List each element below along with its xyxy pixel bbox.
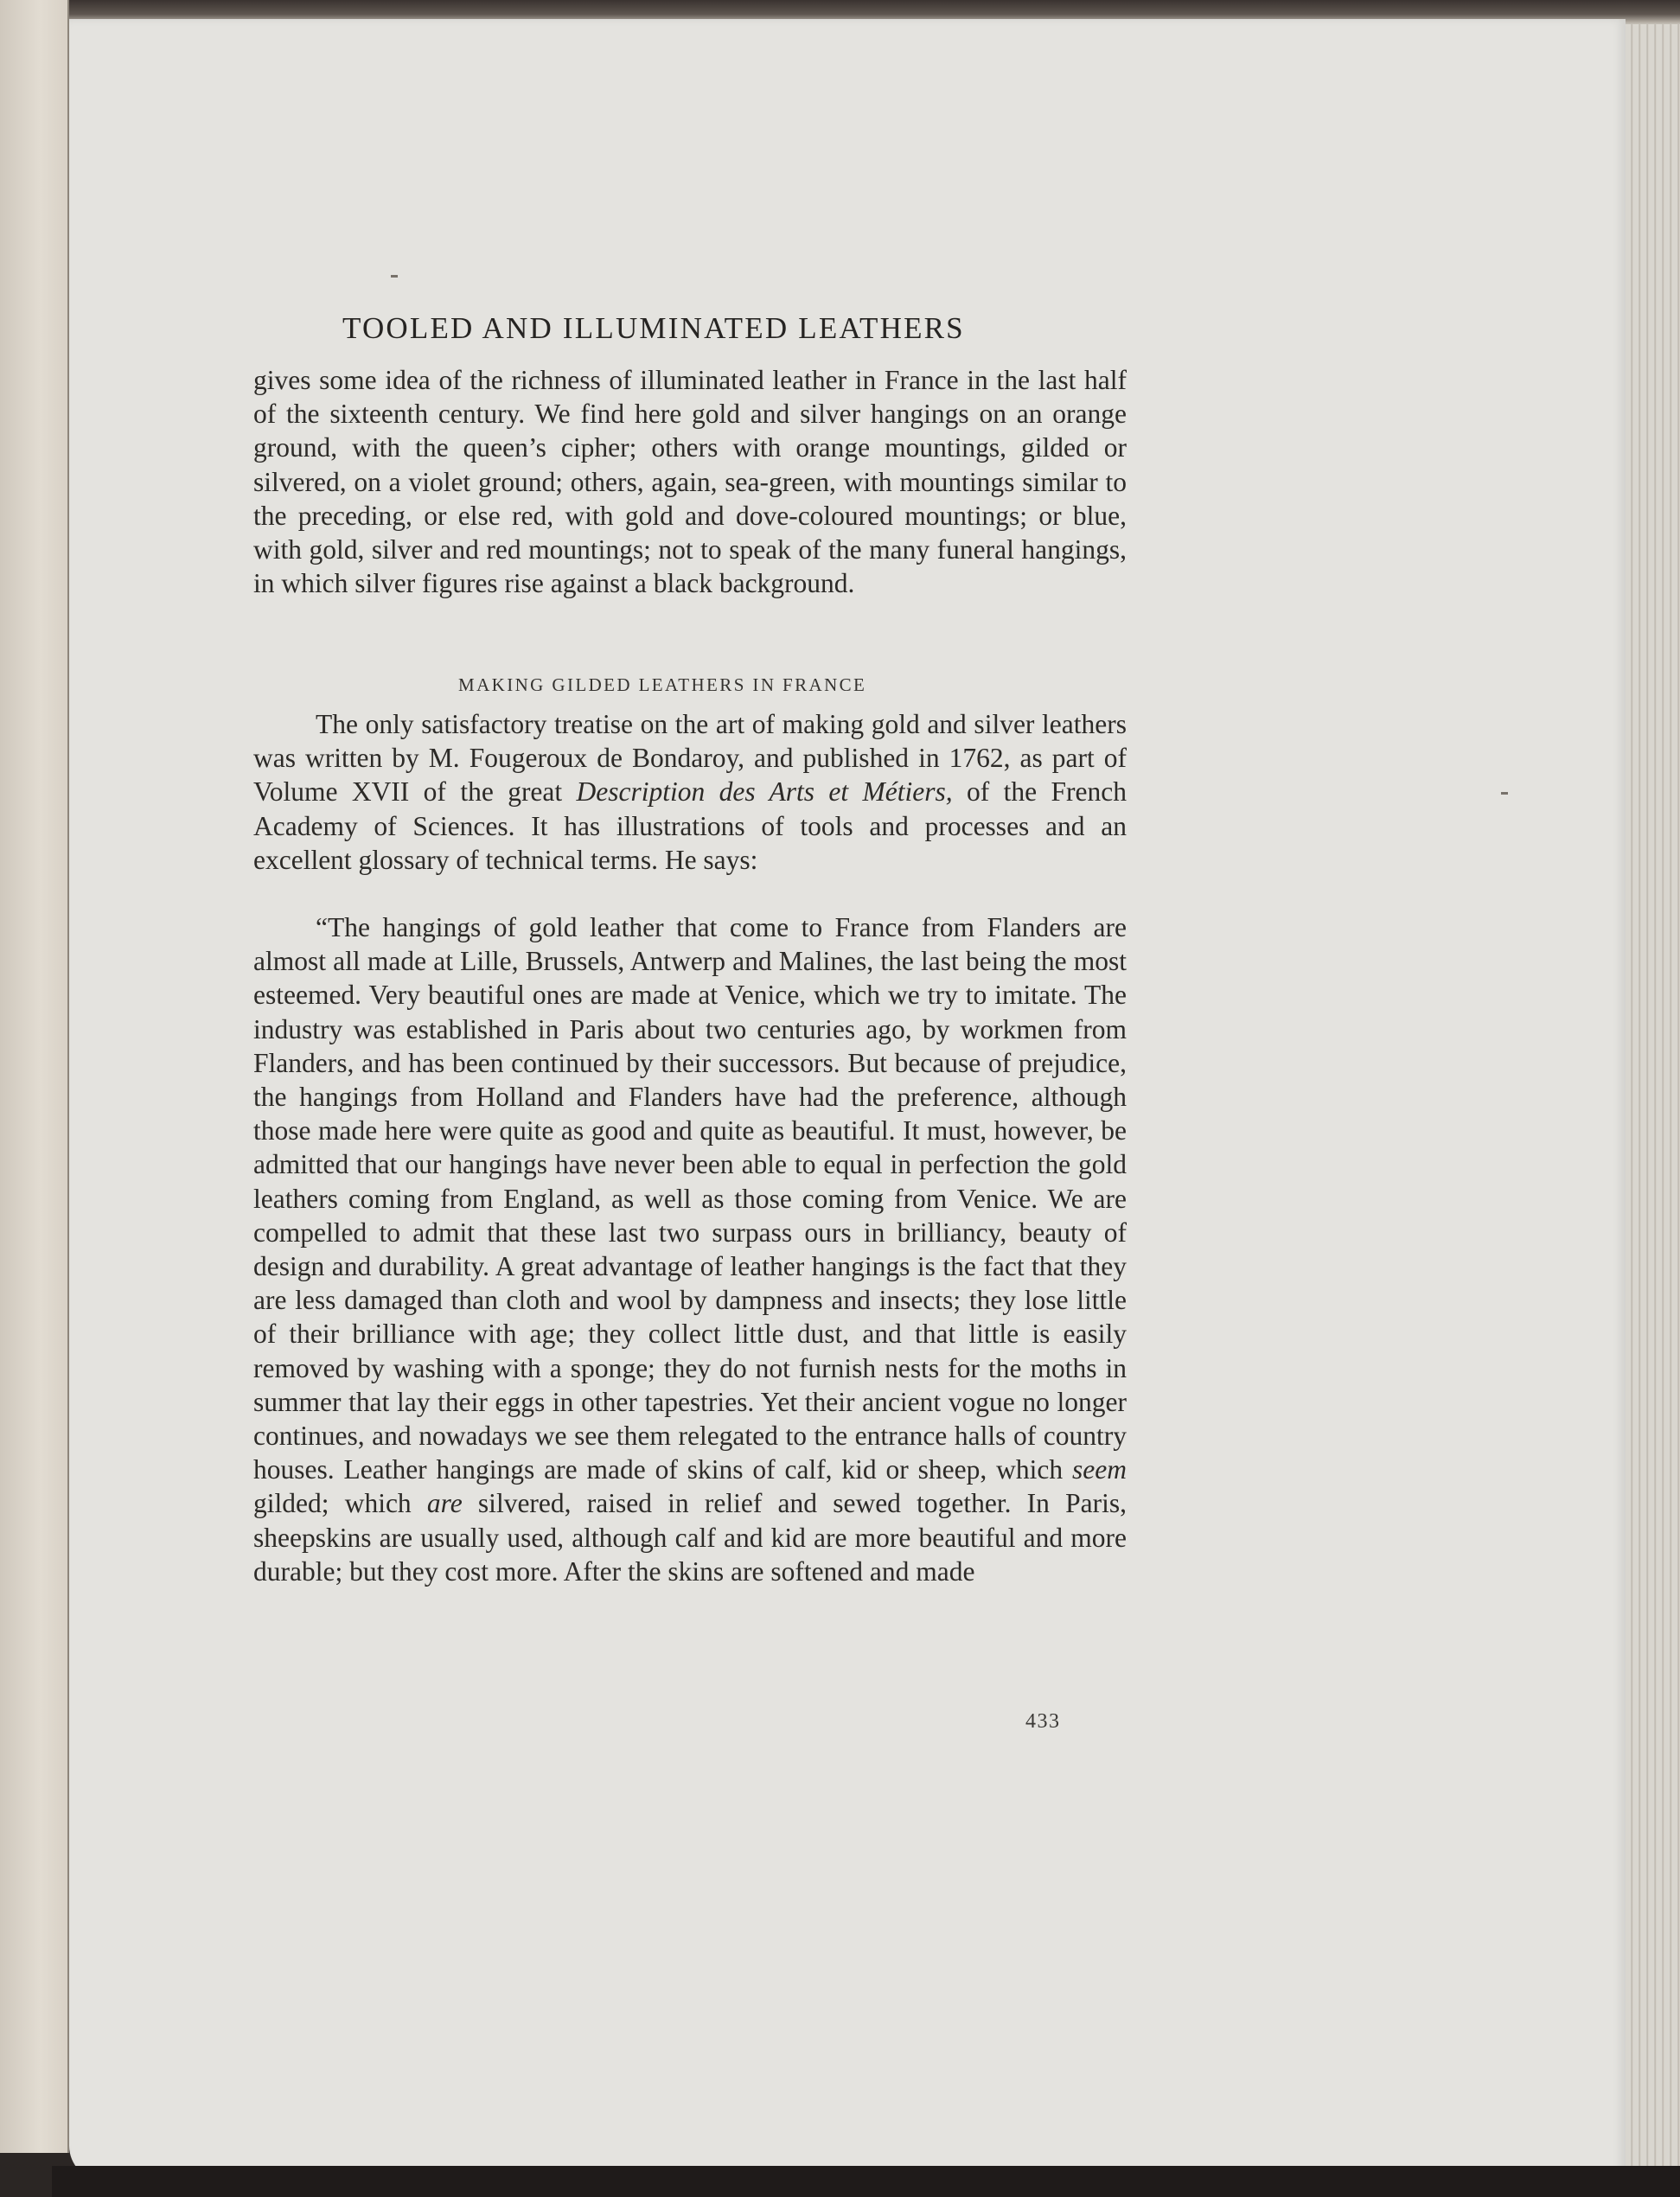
book-title-italic: Description des Arts et Métiers, — [576, 776, 953, 808]
italic-word: are — [426, 1488, 463, 1519]
section-heading: MAKING GILDED LEATHERS IN FRANCE — [458, 674, 867, 695]
page-speck — [1501, 792, 1508, 795]
italic-word: seem — [1072, 1454, 1127, 1485]
page-stack-edge — [1626, 24, 1680, 2177]
text-run: “The hangings of gold leather that come to France from Flanders are almost all made at Lille, Brussels, Antwerp and Malines, the last being the most esteemed. Very beautiful ones are made at Venice, which we try to imitate. The industry was established in Paris about two centuries ago, by workmen from Flanders, and has been continued by their successors. But because of prejudice, the hangings from Holland and Flanders have had the preference, although those made here were quite as good and quite as beautiful. It must, however, be admitted that our hangings have never been able to equal in perfection the gold leathers coming from England, as well as those coming from Venice. We are compelled to admit that these last two surpass ours in brilliancy, beauty of design and durability. A great advantage of leather hangings is the fact that they are less damaged than cloth and wool by dampness and insects; they lose little of their brilliance with age; they collect little dust, and that little is easily removed by washing with a sponge; they do not furnish nests for the moths in summer that lay their eggs in other tapestries. Yet their ancient vogue no longer continues, and nowadays we see them relegated to the entrance halls of country houses. Leather hangings are made of skins of calf, kid or sheep, which — [253, 912, 1127, 1485]
book-bottom-edge — [52, 2166, 1680, 2197]
text-run: gilded; which — [253, 1488, 427, 1519]
text-run: silvered, raised in relief and sewed together. In Paris, sheepskins are usually used, although calf and kid are more beautiful and more durable; but they cost more. After the skins are softened and made — [253, 1488, 1127, 1587]
text-run: of the French Academy of Sciences. It has illustrations of tools and processes and an excellent glossary of technical terms. He says: — [253, 776, 1127, 875]
running-head: TOOLED AND ILLUMINATED LEATHERS — [342, 311, 965, 345]
page-number: 433 — [1025, 1710, 1061, 1733]
paragraph-quotation — [253, 910, 1127, 1588]
paragraph-text — [253, 707, 1127, 877]
paragraph-text — [253, 910, 1127, 1588]
text-run: The only satisfactory treatise on the art of making gold and silver leathers was written by M. Fougeroux de Bondaroy, and published in 1762, as part of Volume XVII of the great — [253, 709, 1127, 808]
previous-page-edge — [0, 0, 69, 2153]
page-speck — [391, 275, 398, 278]
paragraph-text: gives some idea of the richness of illuminated leather in France in the last half of the sixteenth century. We find here gold and silver hangings on an orange ground, with the queen’s cipher; others with orange mountings, gilded or silvered, on a violet ground; others, again, sea-green, with mountings similar to the preceding, or else red, with gold and dove-coloured mountings; or blue, with gold, silver and red mountings; not to speak of the many funeral hangings, in which silver figures rise against a black background. — [253, 365, 1127, 599]
paragraph-richness — [253, 363, 1127, 600]
paragraph-treatise — [253, 707, 1127, 877]
